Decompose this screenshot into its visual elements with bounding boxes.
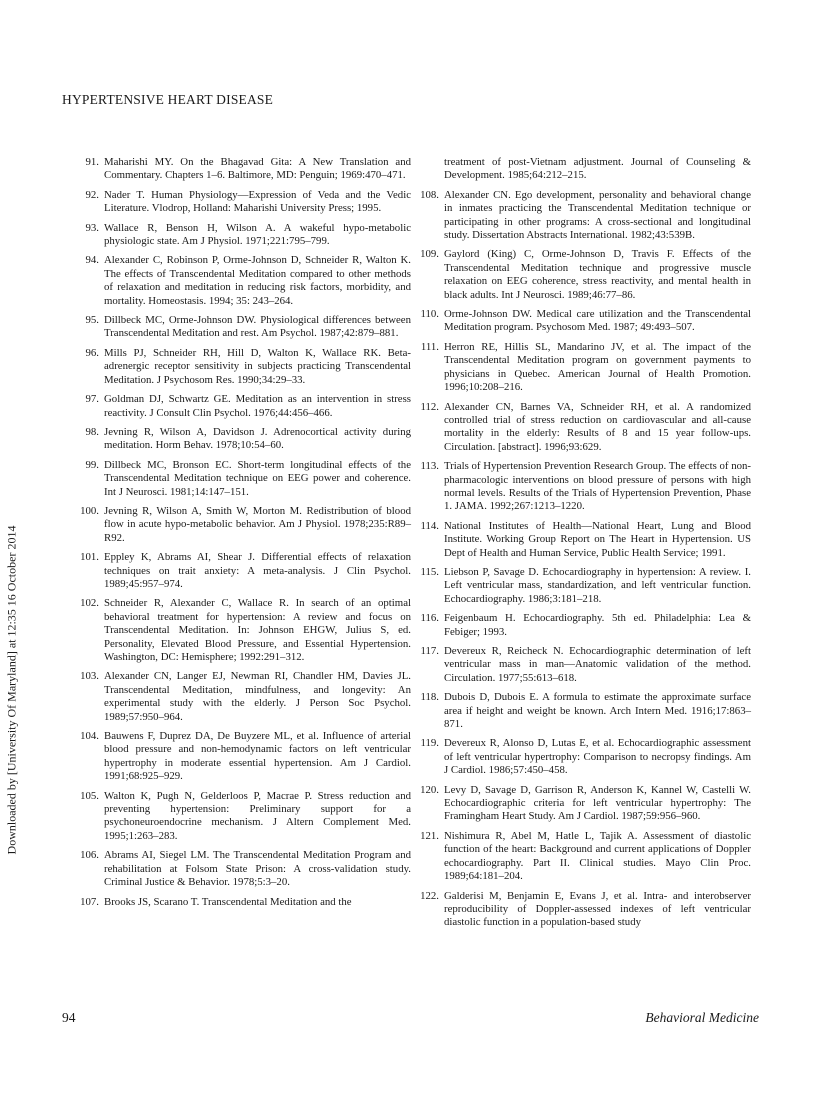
download-stamp-text: Downloaded by [University Of Maryland] at 12:35 16 October 2014 <box>4 525 19 855</box>
reference-entry <box>414 156 751 183</box>
reference-text: Jevning R, Wilson A, Smith W, Morton M. Redistribution of blood flow in acute hypo-metabolic behavior. Am J Physiol. 1978;235:R89–R92. <box>104 504 411 544</box>
reference-text: Bauwens F, Duprez DA, De Buyzere ML, et al. Influence of arterial blood pressure and non-hemodynamic factors on left ventricular hypertrophy in moderate essential hypertension. Am J Cardiol. 1991;68:925–929. <box>104 730 411 783</box>
reference-text: Maharishi MY. On the Bhagavad Gita: A New Translation and Commentary. Chapters 1–6. Baltimore, MD: Penguin; 1969:470–471. <box>104 156 411 182</box>
reference-text: Walton K, Pugh N, Gelderloos P, Macrae P. Stress reduction and preventing hypertension: Preliminary support for a psychoneuroendocrine mechanism. J Altern Complement Med. 1995;1:263–283. <box>104 789 411 842</box>
reference-text: Trials of Hypertension Prevention Research Group. The effects of non-pharmacologic interventions on blood pressure of persons with high normal levels. Results of the Trials of Hypertension Prevention, Phase 1. JAMA. 1992;267:1213–1220. <box>444 460 751 513</box>
reference-text: Dillbeck MC, Bronson EC. Short-term longitudinal effects of the Transcendental Meditation technique on EEG power and coherence. Int J Neurosci. 1981;14:147–151. <box>104 458 411 498</box>
reference-number: 113. <box>420 460 439 473</box>
reference-text: Devereux R, Reicheck N. Echocardiographic determination of left ventricular mass in man—Anatomic validation of the method. Circulation. 1977;55:613–618. <box>444 645 751 684</box>
reference-text: Eppley K, Abrams AI, Shear J. Differential effects of relaxation techniques on trait anxiety: A meta-analysis. J Clin Psychol. 1989;45:957–974. <box>104 551 411 590</box>
reference-number: 94. <box>85 254 99 267</box>
reference-number: 102. <box>80 597 99 610</box>
reference-text: Mills PJ, Schneider RH, Hill D, Walton K, Wallace RK. Beta-adrenergic receptor sensitivity in subjects practicing Transcendental Meditation. J Psychosom Res. 1990;34:29–33. <box>104 346 411 386</box>
reference-number: 107. <box>80 895 99 908</box>
references-left-column <box>74 156 411 915</box>
reference-number: 104. <box>80 730 99 743</box>
reference-text: Nader T. Human Physiology—Expression of Veda and the Vedic Literature. Vlodrop, Holland: Maharishi University Press; 1995. <box>104 188 411 215</box>
reference-entry <box>74 790 411 844</box>
reference-text: Wallace R, Benson H, Wilson A. A wakeful hypo-metabolic physiologic state. Am J Physiol. 1971;221:795–799. <box>104 221 411 248</box>
reference-number: 93. <box>85 221 99 234</box>
reference-number: 118. <box>420 691 439 704</box>
reference-text: Alexander C, Robinson P, Orme-Johnson D, Schneider R, Walton K. The effects of Transcendental Meditation compared to other methods of relaxation and meditation in reducing risk factors, morbidity, and mortality. Homeostasis. 1994; 35: 243–264. <box>104 254 411 307</box>
references-right-column <box>414 156 751 936</box>
reference-number: 106. <box>80 849 99 862</box>
reference-entry <box>414 566 751 606</box>
reference-text: Jevning R, Wilson A, Davidson J. Adrenocortical activity during meditation. Horm Behav. 1978;10:54–60. <box>104 425 411 452</box>
reference-text: Dubois D, Dubois E. A formula to estimate the approximate surface area if height and weight be known. Arch Intern Med. 1916;17:863–871. <box>444 691 751 731</box>
reference-entry <box>414 520 751 560</box>
reference-number: 92. <box>85 188 99 201</box>
download-stamp <box>0 360 25 1020</box>
reference-entry <box>414 341 751 395</box>
reference-text: Abrams AI, Siegel LM. The Transcendental Meditation Program and rehabilitation at Folsom State Prison: A cross-validation study. Criminal Justice & Behavior. 1978;5:3–20. <box>104 849 411 889</box>
reference-number: 115. <box>420 565 439 578</box>
journal-name: Behavioral Medicine <box>645 1010 759 1025</box>
reference-number: 108. <box>420 188 439 201</box>
reference-entry <box>74 849 411 889</box>
reference-entry <box>74 347 411 387</box>
reference-entry <box>74 459 411 499</box>
reference-number: 103. <box>80 670 99 683</box>
reference-entry <box>74 393 411 420</box>
reference-entry <box>74 896 411 909</box>
reference-text: Nishimura R, Abel M, Hatle L, Tajik A. Assessment of diastolic function of the heart: Background and current applications of Doppler echocardiography. Part II. Clinical studies. Mayo Clin Proc. 1989;64:181–204. <box>444 829 751 883</box>
reference-entry <box>414 308 751 335</box>
reference-text: Dillbeck MC, Orme-Johnson DW. Physiological differences between Transcendental Meditation and rest. Am Psychol. 1987;42:879–881. <box>104 314 411 340</box>
reference-entry <box>74 730 411 784</box>
reference-number: 98. <box>85 425 99 438</box>
reference-text: Alexander CN. Ego development, personality and behavioral change in inmates practicing the Transcendental Meditation technique or participating in other programs: A cross-sectional and longitudinal study. Dissertation Abstracts International. 1982;43:539B. <box>444 188 751 242</box>
reference-entry <box>414 691 751 731</box>
reference-entry <box>74 189 411 216</box>
reference-number: 96. <box>85 346 99 359</box>
reference-text: Goldman DJ, Schwartz GE. Meditation as an intervention in stress reactivity. J Consult Clin Psychol. 1976;44:456–466. <box>104 393 411 419</box>
reference-number: 114. <box>420 519 439 532</box>
reference-entry <box>414 737 751 777</box>
reference-entry <box>414 830 751 884</box>
reference-number: 122. <box>420 889 439 902</box>
reference-number: 112. <box>420 400 439 413</box>
reference-number: 111. <box>420 340 439 353</box>
reference-text: Levy D, Savage D, Garrison R, Anderson K, Kannel W, Castelli W. Echocardiographic criteria for left ventricular hypertrophy: The Framingham Heart Study. Am J Cardiol. 1987;59:956–960. <box>444 783 751 823</box>
reference-number: 121. <box>420 829 439 842</box>
reference-entry <box>414 401 751 455</box>
reference-entry <box>414 612 751 639</box>
reference-entry <box>74 314 411 341</box>
reference-entry <box>414 248 751 302</box>
reference-number: 97. <box>85 393 99 406</box>
reference-text: Herron RE, Hillis SL, Mandarino JV, et al. The impact of the Transcendental Meditation program on government payments to physicians in Quebec. American Journal of Health Promotion. 1996;10:208–216. <box>444 340 751 394</box>
reference-number: 117. <box>420 645 439 657</box>
reference-entry <box>74 597 411 664</box>
reference-text: Feigenbaum H. Echocardiography. 5th ed. Philadelphia: Lea & Febiger; 1993. <box>444 612 751 638</box>
reference-number: 99. <box>85 458 99 471</box>
reference-number: 95. <box>85 314 99 327</box>
reference-entry <box>74 222 411 249</box>
reference-text: Galderisi M, Benjamin E, Evans J, et al. Intra- and interobserver reproducibility of Doppler-assessed indexes of left ventricular diastolic function in a population-based study <box>444 889 751 929</box>
reference-number: 91. <box>85 156 99 168</box>
reference-number: 120. <box>420 783 439 796</box>
reference-entry <box>74 254 411 308</box>
reference-number: 100. <box>80 504 99 517</box>
reference-entry <box>414 784 751 824</box>
reference-entry <box>74 551 411 591</box>
reference-text: Devereux R, Alonso D, Lutas E, et al. Echocardiographic assessment of left ventricular hypertrophy: Comparison to necropsy findings. Am J Cardiol. 1986;57:450–458. <box>444 737 751 777</box>
reference-entry <box>414 645 751 685</box>
reference-number: 105. <box>80 789 99 802</box>
reference-number: 119. <box>420 737 439 750</box>
reference-text: treatment of post-Vietnam adjustment. Journal of Counseling & Development. 1985;64:212–215. <box>444 156 751 182</box>
running-head: HYPERTENSIVE HEART DISEASE <box>62 92 274 107</box>
reference-entry <box>74 505 411 545</box>
reference-number: 109. <box>420 248 439 261</box>
reference-entry <box>414 890 751 930</box>
reference-text: Alexander CN, Barnes VA, Schneider RH, et al. A randomized controlled trial of stress reduction on cardiovascular and all-cause mortality in the elderly: Results of 8 and 15 year follow-ups. Circulation. [abstract]. 1996;93:629. <box>444 400 751 453</box>
reference-text: National Institutes of Health—National Heart, Lung and Blood Institute. Working Group Report on The Heart in Hypertension. US Dept of Health and Human Service, Public Health Service; 1991. <box>444 519 751 559</box>
reference-text: Liebson P, Savage D. Echocardiography in hypertension: A review. I. Left ventricular mass, standardization, and left ventricular function. Echocardiography. 1986;3:181–218. <box>444 565 751 605</box>
reference-entry <box>414 460 751 514</box>
reference-text: Orme-Johnson DW. Medical care utilization and the Transcendental Meditation program. Psychosom Med. 1987; 49:493–507. <box>444 308 751 334</box>
page-number: 94 <box>62 1010 76 1025</box>
reference-entry <box>74 670 411 724</box>
reference-number: 116. <box>420 612 439 625</box>
reference-number: 110. <box>420 308 439 321</box>
reference-entry <box>74 156 411 183</box>
reference-text: Alexander CN, Langer EJ, Newman RI, Chandler HM, Davies JL. Transcendental Meditation, mindfulness, and longevity: An experimental study with the elderly. J Person Soc Psychol. 1989;57:950–964. <box>104 670 411 723</box>
reference-text: Brooks JS, Scarano T. Transcendental Meditation and the <box>104 895 352 908</box>
reference-number: 101. <box>80 551 99 564</box>
reference-text: Schneider R, Alexander C, Wallace R. In search of an optimal behavioral treatment for hypertension: A review and focus on Transcendental Meditation. In: Johnson EHGW, Julius S, ed. Personality, Elevated Blood Pressure, and Essential Hypertension. Washington, DC: Hemisphere; 1992:291–312. <box>104 597 411 663</box>
reference-entry <box>414 189 751 243</box>
reference-text: Gaylord (King) C, Orme-Johnson D, Travis F. Effects of the Transcendental Meditation technique and progressive muscle relaxation on EEG coherence, stress reactivity, and mental health in black adults. Int J Neurosci. 1989;46:77–86. <box>444 248 751 301</box>
reference-entry <box>74 426 411 453</box>
